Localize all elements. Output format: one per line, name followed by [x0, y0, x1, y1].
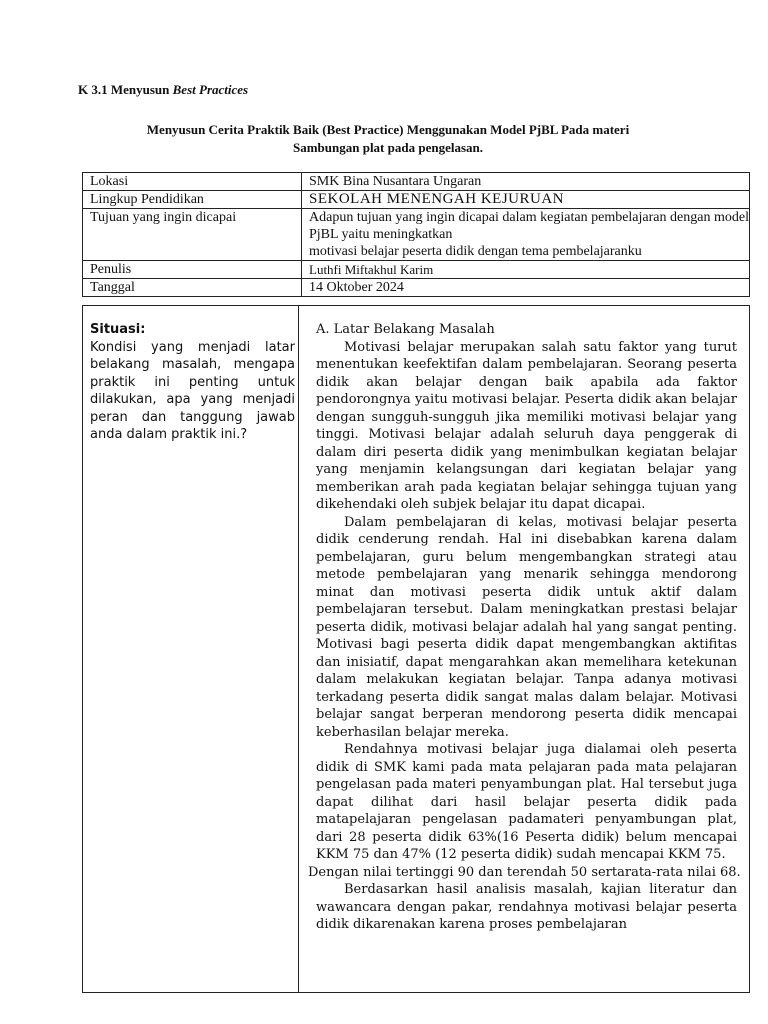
story-section-title: A. Latar Belakang Masalah	[316, 322, 495, 337]
section-heading	[78, 82, 248, 98]
tujuan-text-2: motivasi belajar peserta didik dengan tema pembelajaranku	[309, 244, 642, 259]
story-paragraph-4: Berdasarkan hasil analisis masalah, kajian literatur dan wawancara dengan pakar, rendahnya motivasi belajar peserta didik dikarenakan karena proses pembelajaran	[316, 882, 737, 932]
title-line-1: Menyusun Cerita Praktik Baik (Best Practice) Menggunakan Model PjBL Pada materi	[146, 122, 630, 137]
lokasi-label: Lokasi	[83, 173, 302, 191]
heading-prefix: K 3.1 Menyusun	[78, 82, 173, 97]
lingkup-label: Lingkup Pendidikan	[83, 191, 302, 209]
penulis-label: Penulis	[83, 261, 302, 279]
table-row-lingkup	[83, 191, 750, 209]
title-line-2: Sambungan plat pada pengelasan.	[292, 140, 483, 155]
table-row-penulis	[83, 261, 750, 279]
situasi-cell	[90, 321, 295, 444]
table-row-tujuan	[83, 209, 750, 261]
table-row-tanggal	[83, 279, 750, 297]
table-row-lokasi	[83, 173, 750, 191]
tujuan-label: Tujuan yang ingin dicapai	[83, 209, 302, 261]
heading-italic: Best Practices	[172, 82, 249, 97]
document-title	[82, 121, 694, 157]
story-paragraph-1: Motivasi belajar merupakan salah satu faktor yang turut menentukan keefektifan dalam pembelajaran. Seorang peserta didik akan belajar dengan baik apabila ada faktor pendorongnya yaitu motivasi belajar. Peserta didik akan belajar dengan sungguh-sungguh jika memiliki motivasi belajar yang tinggi. Motivasi belajar adalah seluruh daya penggerak di dalam diri peserta didik yang menimbulkan kegiatan belajar yang menjamin kelangsungan dari kegiatan belajar yang memberikan arah pada kegiatan belajar sehingga tujuan yang dikehendaki oleh subjek belajar itu dapat dicapai.	[316, 339, 737, 512]
situasi-body: Kondisi yang menjadi latar belakang masalah, mengapa praktik ini penting untuk dilakukan, apa yang menjadi peran dan tanggung jawab anda dalam praktik ini.?	[90, 339, 295, 442]
story-cell	[308, 321, 741, 934]
penulis-value: Luthfi Miftakhul Karim	[302, 261, 750, 279]
lingkup-value: SEKOLAH MENENGAH KEJURUAN	[302, 191, 750, 209]
story-paragraph-2: Dalam pembelajaran di kelas, motivasi belajar peserta didik cenderung rendah. Hal ini disebabkan karena dalam pembelajaran, guru belum mengembangkan strategi atau metode pembelajaran yang menarik sehingga mendorong minat dan motivasi peserta didik untuk aktif dalam pembelajaran tersebut. Dalam meningkatkan prestasi belajar peserta didik, motivasi belajar adalah hal yang sangat penting. Motivasi bagi peserta didik dapat mengembangkan aktifitas dan inisiatif, dapat mengarahkan akan memelihara ketekunan dalam melakukan kegiatan belajar. Tanpa adanya motivasi terkadang peserta didik sangat malas dalam belajar. Motivasi belajar sangat berperan mendorong peserta didik mencapai keberhasilan belajar mereka.	[316, 514, 737, 740]
tanggal-value: 14 Oktober 2024	[302, 279, 750, 297]
tujuan-text-1: Adapun tujuan yang ingin dicapai dalam kegiatan pembelajaran dengan model PjBL yaitu meningkatkan	[309, 210, 749, 242]
tanggal-label: Tanggal	[83, 279, 302, 297]
lokasi-value: SMK Bina Nusantara Ungaran	[302, 173, 750, 191]
story-table	[82, 305, 750, 993]
info-table	[82, 172, 750, 297]
story-paragraph-3: Rendahnya motivasi belajar juga dialamai oleh peserta didik di SMK kami pada mata pelajaran pada mata pelajaran pengelasan pada materi penyambungan plat. Hal tersebut juga dapat dilihat dari hasil belajar peserta didik pada matapelajaran pengelasan padamateri penyambungan plat, dari 28 peserta didik 63%(16 Peserta didik) belum mencapai KKM 75 dan 47% (12 peserta didik) sudah mencapai KKM 75.	[316, 742, 737, 862]
situasi-title: Situasi:	[90, 322, 146, 337]
tujuan-value	[302, 209, 750, 261]
story-note: Dengan nilai tertinggi 90 dan terendah 50 sertarata-rata nilai 68.	[308, 864, 741, 880]
column-divider	[298, 306, 299, 992]
